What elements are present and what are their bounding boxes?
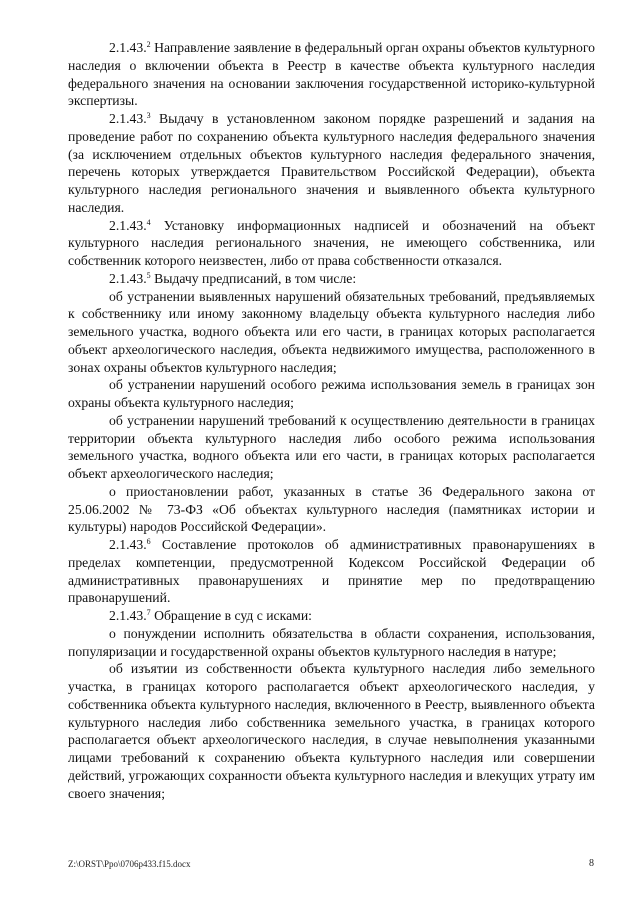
- item-number: 2.1.43.: [109, 270, 147, 286]
- paragraph-text: Составление протоколов об административных правонарушениях в пределах компетенции, предусмотренной Кодексом Российской Федерации об административных правонарушениях и принятие мер по предотвращению правонарушений.: [68, 537, 596, 606]
- sub-item-paragraph: об изъятии из собственности объекта культурного наследия либо земельного участка, в границах которого располагается объект археологического наследия, у собственника объекта культурного наследия, включенного в Реестр, выявленного объекта культурного наследия либо собственника земельного участка, в границах которого располагается объект археологического наследия, в случае невыполнения указанными лицами требований к сохранению объекта культурного наследия или совершении действий, угрожающих сохранности объекта культурного наследия и влекущих утрату им своего значения;: [68, 661, 595, 801]
- item-superscript: 3: [146, 111, 151, 120]
- page-number: 8: [589, 858, 594, 869]
- item-superscript: 6: [146, 537, 151, 546]
- item-number: 2.1.43.: [109, 537, 147, 552]
- document-body: [68, 39, 595, 802]
- item-number: 2.1.43.: [109, 217, 147, 233]
- sub-item-paragraph: об устранении нарушений требований к осуществлению деятельности в границах территории объекта культурного наследия либо особого режима использования земельного участка, водного объекта или его части, в границах которых располагается объект археологического наследия;: [68, 412, 595, 481]
- footer-file-path: Z:\ORST\Ppo\0706p433.f15.docx: [68, 859, 191, 869]
- sub-item-paragraph: о приостановлении работ, указанных в статье 36 Федерального закона от 25.06.2002 № 73-ФЗ «Об объектах культурного наследия (памятниках истории и культуры) народов Российской Федерации».: [68, 483, 595, 535]
- paragraph-text: Обращение в суд с исками:: [154, 608, 312, 623]
- item-superscript: 2: [146, 40, 151, 49]
- sub-item-paragraph: об устранении нарушений особого режима использования земель в границах зон охраны объекта культурного наследия;: [68, 377, 595, 410]
- sub-item-paragraph: о понуждении исполнить обязательства в области сохранения, использования, популяризации и государственной охраны объектов культурного наследия в натуре;: [68, 625, 595, 659]
- item-superscript: 5: [146, 270, 151, 280]
- item-superscript: 7: [146, 608, 151, 617]
- paragraph-text: Выдачу в установленном законом порядке разрешений и задания на проведение работ по сохранению объекта культурного наследия федерального значения (за исключением отдельных объектов культурного наследия федерального значения, перечень которых утверждается Правительством Российской Федерации), объекта культурного наследия регионального значения и выявленного объекта культурного наследия.: [68, 111, 596, 215]
- item-number: 2.1.43.: [109, 40, 147, 55]
- sub-item-paragraph: об устранении выявленных нарушений обязательных требований, предъявляемых к собственнику или иному законному владельцу объекта культурного наследия либо земельного участка, водного объекта или его части, в границах которых располагается объект археологического наследия, объекта недвижимого имущества, расположенного в зонах охраны объектов культурного наследия;: [68, 288, 595, 375]
- item-superscript: 4: [146, 217, 151, 227]
- paragraph-text: Выдачу предписаний, в том числе:: [154, 270, 357, 286]
- paragraph-2-1-43-2: [68, 39, 595, 110]
- paragraph-2-1-43-7: [68, 607, 595, 625]
- paragraph-2-1-43-4: [68, 217, 595, 270]
- paragraph-text: Направление заявление в федеральный орган охраны объектов культурного наследия о включении объекта в Реестр в качестве объекта культурного наследия федерального значения на основании заключения государственной историко-культурной экспертизы.: [68, 40, 596, 109]
- item-number: 2.1.43.: [109, 111, 147, 126]
- paragraph-text: Установку информационных надписей и обозначений на объект культурного наследия регионального значения, не имеющего собственника, или собственник которого неизвестен, либо от права собственности отказался.: [68, 217, 595, 268]
- paragraph-2-1-43-6: [68, 536, 595, 607]
- paragraph-2-1-43-5: [68, 270, 595, 288]
- item-number: 2.1.43.: [109, 608, 147, 623]
- paragraph-2-1-43-3: [68, 110, 595, 217]
